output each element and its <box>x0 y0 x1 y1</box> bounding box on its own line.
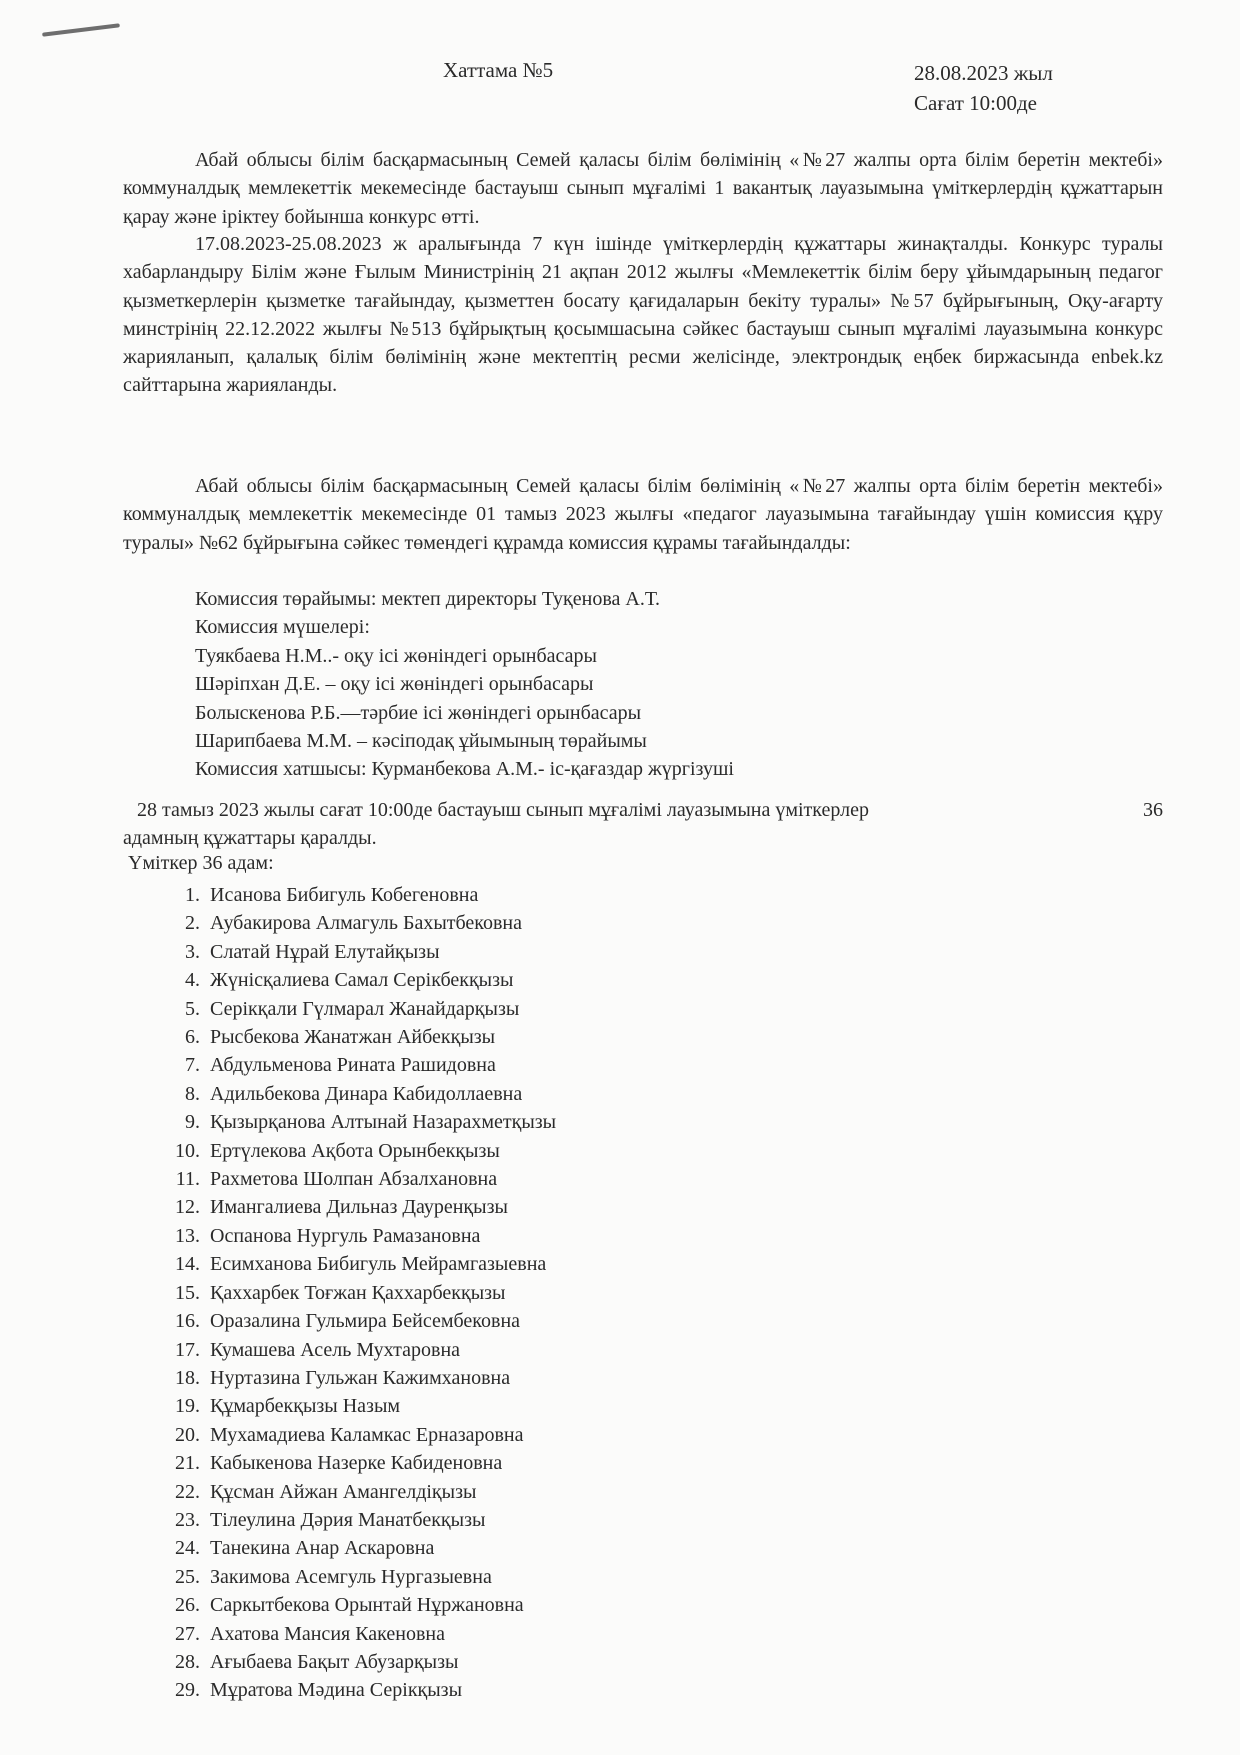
candidate-number: 11. <box>175 1168 200 1191</box>
candidate-item <box>160 1676 556 1704</box>
candidate-number: 26. <box>175 1594 200 1617</box>
candidate-name: Мухамадиева Каламкас Ерназаровна <box>210 1423 524 1446</box>
candidate-item <box>160 1364 556 1392</box>
candidate-item <box>160 1478 556 1506</box>
review-statement <box>123 796 1163 853</box>
candidate-item <box>160 1165 556 1193</box>
candidate-name: Ахатова Мансия Какеновна <box>210 1622 445 1645</box>
candidate-name: Ертүлекова Ақбота Орынбекқызы <box>210 1139 500 1162</box>
candidate-item <box>160 1421 556 1449</box>
candidate-number: 22. <box>175 1480 200 1503</box>
commission-line: Комиссия төрайымы: мектеп директоры Туқенова А.Т. <box>195 588 661 610</box>
candidate-number: 4. <box>185 969 200 992</box>
candidate-number: 13. <box>175 1224 200 1247</box>
review-statement-text: 28 тамыз 2023 жылы сағат 10:00де бастауыш сынып мұғалімі лауазымына үміткерлер <box>137 799 869 821</box>
protocol-date-block <box>914 58 1053 118</box>
candidate-name: Кабыкенова Назерке Кабиденовна <box>210 1452 503 1475</box>
candidate-number: 8. <box>185 1082 200 1105</box>
candidate-name: Нуртазина Гульжан Кажимхановна <box>210 1366 511 1389</box>
commission-line: Комиссия мүшелері: <box>195 616 370 639</box>
candidate-number: 1. <box>185 884 200 906</box>
candidate-name: Құмарбекқызы Назым <box>210 1395 401 1418</box>
pen-mark <box>42 23 120 36</box>
commission-line: Болыскенова Р.Б.—тәрбие ісі жөніндегі орынбасары <box>195 701 642 724</box>
candidate-name: Рахметова Шолпан Абзалхановна <box>210 1168 498 1191</box>
candidate-number: 20. <box>175 1423 200 1446</box>
candidate-item <box>160 1051 556 1079</box>
candidates-heading: Үміткер 36 адам: <box>128 852 274 874</box>
commission-list <box>195 585 734 784</box>
candidate-number: 7. <box>185 1054 200 1077</box>
candidate-number: 3. <box>185 940 200 963</box>
candidate-item <box>160 881 556 909</box>
candidate-number: 10. <box>175 1139 200 1162</box>
candidate-name: Кумашева Асель Мухтаровна <box>210 1338 461 1361</box>
protocol-date: 28.08.2023 жыл <box>914 61 1053 85</box>
candidate-name: Абдульменова Рината Рашидовна <box>210 1054 496 1077</box>
candidate-item <box>160 1108 556 1136</box>
candidates-list <box>160 881 556 1705</box>
candidate-number: 14. <box>175 1253 200 1276</box>
candidate-name: Оспанова Нургуль Рамазановна <box>210 1224 481 1247</box>
candidate-name: Аубакирова Алмагуль Бахытбековна <box>210 912 523 935</box>
candidate-number: 23. <box>175 1508 200 1531</box>
candidate-number: 21. <box>175 1452 200 1475</box>
candidate-number: 29. <box>175 1679 200 1702</box>
candidate-name: Жүнісқалиева Самал Серікбекқызы <box>210 969 514 992</box>
candidate-name: Слатай Нұрай Елутайқызы <box>210 940 440 963</box>
protocol-time: Сағат 10:00де <box>914 91 1037 115</box>
candidate-item <box>160 1563 556 1591</box>
candidate-item <box>160 1392 556 1420</box>
candidate-number: 28. <box>175 1650 200 1673</box>
review-count: 36 <box>1143 799 1163 821</box>
announcement-paragraph: 17.08.2023-25.08.2023 ж аралығында 7 күн ішінде үміткерлердің құжаттары жинақталды. Конкурс туралы хабарландыру Білім және Ғылым Министрінің 21 ақпан 2012 жылғы «Мемлекеттік білім беру ұйымдарының педагог қызметкерлерін қызметке тағайындау, қызметтен босату қағидаларын бекіту туралы» №57 бұйрығының, Оқу-ағарту минстрінің 22.12.2022 жылғы №513 бұйрықтың қосымшасына сәйкес бастауыш сынып мұғалімі лауазымына конкурс жарияланып, қалалық білім бөлімінің және мектептің ресми желісінде, электрондық еңбек биржасында enbek.kz сайттарына жарияланды. <box>123 233 1163 397</box>
candidate-number: 9. <box>185 1111 200 1134</box>
candidate-name: Серікқали Гүлмарал Жанайдарқызы <box>210 997 520 1020</box>
candidate-number: 27. <box>175 1622 200 1645</box>
candidate-name: Закимова Асемгуль Нургазыевна <box>210 1565 492 1588</box>
candidate-item <box>160 1648 556 1676</box>
intro-paragraph: Абай облысы білім басқармасының Семей қаласы білім бөлімінің «№27 жалпы орта білім беретін мектебі» коммуналдық мемлекеттік мекемесінде бастауыш сынып мұғалімі 1 вакантық лауазымына үміткерлердің құжаттарын қарау және іріктеу бойынша конкурс өтті. <box>123 149 1163 228</box>
review-statement-continued: адамның құжаттары қаралды. <box>123 827 377 850</box>
protocol-title: Хаттама №5 <box>443 58 554 82</box>
candidate-number: 19. <box>175 1395 200 1418</box>
candidate-item <box>160 1336 556 1364</box>
candidate-number: 2. <box>185 912 200 935</box>
commission-line: Комиссия хатшысы: Курманбекова А.М.- іс-қағаздар жүргізуші <box>195 758 734 781</box>
candidate-number: 25. <box>175 1565 200 1588</box>
candidate-name: Қызырқанова Алтынай Назарахметқызы <box>210 1111 557 1134</box>
candidate-item <box>160 1449 556 1477</box>
candidate-name: Танекина Анар Аскаровна <box>210 1537 435 1560</box>
candidate-number: 24. <box>175 1537 200 1560</box>
candidate-name: Құсман Айжан Амангелдіқызы <box>210 1480 477 1503</box>
candidate-number: 5. <box>185 997 200 1020</box>
candidate-item <box>160 938 556 966</box>
candidate-name: Имангалиева Дильназ Дауренқызы <box>210 1196 508 1219</box>
candidate-number: 18. <box>175 1366 200 1389</box>
candidate-item <box>160 1506 556 1534</box>
candidate-name: Исанова Бибигуль Кобегеновна <box>210 884 479 906</box>
candidate-name: Қаххарбек Тоғжан Қаххарбекқызы <box>210 1281 506 1304</box>
candidate-number: 15. <box>175 1281 200 1304</box>
candidate-item <box>160 1591 556 1619</box>
candidate-item <box>160 1222 556 1250</box>
candidate-name: Ағыбаева Бақыт Абузарқызы <box>210 1650 459 1673</box>
candidate-name: Тілеулина Дәрия Манатбекқызы <box>210 1508 486 1531</box>
candidate-item <box>160 966 556 994</box>
candidate-name: Саркытбекова Орынтай Нұржановна <box>210 1594 524 1617</box>
candidate-item <box>160 1023 556 1051</box>
candidate-item <box>160 1193 556 1221</box>
candidate-item <box>160 1620 556 1648</box>
candidate-number: 12. <box>175 1196 200 1219</box>
candidate-number: 17. <box>175 1338 200 1361</box>
candidate-name: Мұратова Мәдина Серікқызы <box>210 1679 463 1702</box>
candidate-item <box>160 1080 556 1108</box>
candidate-item <box>160 995 556 1023</box>
commission-line: Шәріпхан Д.Е. – оқу ісі жөніндегі орынбасары <box>195 673 594 696</box>
candidate-item <box>160 1279 556 1307</box>
candidate-name: Оразалина Гульмира Бейсембековна <box>210 1310 521 1333</box>
candidate-item <box>160 1307 556 1335</box>
candidate-name: Есимханова Бибигуль Мейрамгазыевна <box>210 1253 547 1276</box>
candidate-item <box>160 1534 556 1562</box>
candidate-number: 6. <box>185 1026 200 1049</box>
candidate-name: Рысбекова Жанатжан Айбекқызы <box>210 1026 496 1049</box>
commission-line: Туякбаева Н.М..- оқу ісі жөніндегі орынбасары <box>195 644 597 667</box>
candidate-item <box>160 1250 556 1278</box>
candidate-item <box>160 909 556 937</box>
commission-paragraph: Абай облысы білім басқармасының Семей қаласы білім бөлімінің «№27 жалпы орта білім беретін мектебі» коммуналдық мемлекеттік мекемесінде 01 тамыз 2023 жылғы «педагог лауазымына тағайындау үшін комиссия құру туралы» №62 бұйрығына сәйкес төмендегі құрамда комиссия құрамы тағайындалды: <box>123 475 1163 554</box>
candidate-number: 16. <box>175 1310 200 1333</box>
candidate-item <box>160 1137 556 1165</box>
commission-line: Шарипбаева М.М. – кәсіподақ ұйымының төрайымы <box>195 730 647 753</box>
candidate-name: Адильбекова Динара Кабидоллаевна <box>210 1082 523 1105</box>
